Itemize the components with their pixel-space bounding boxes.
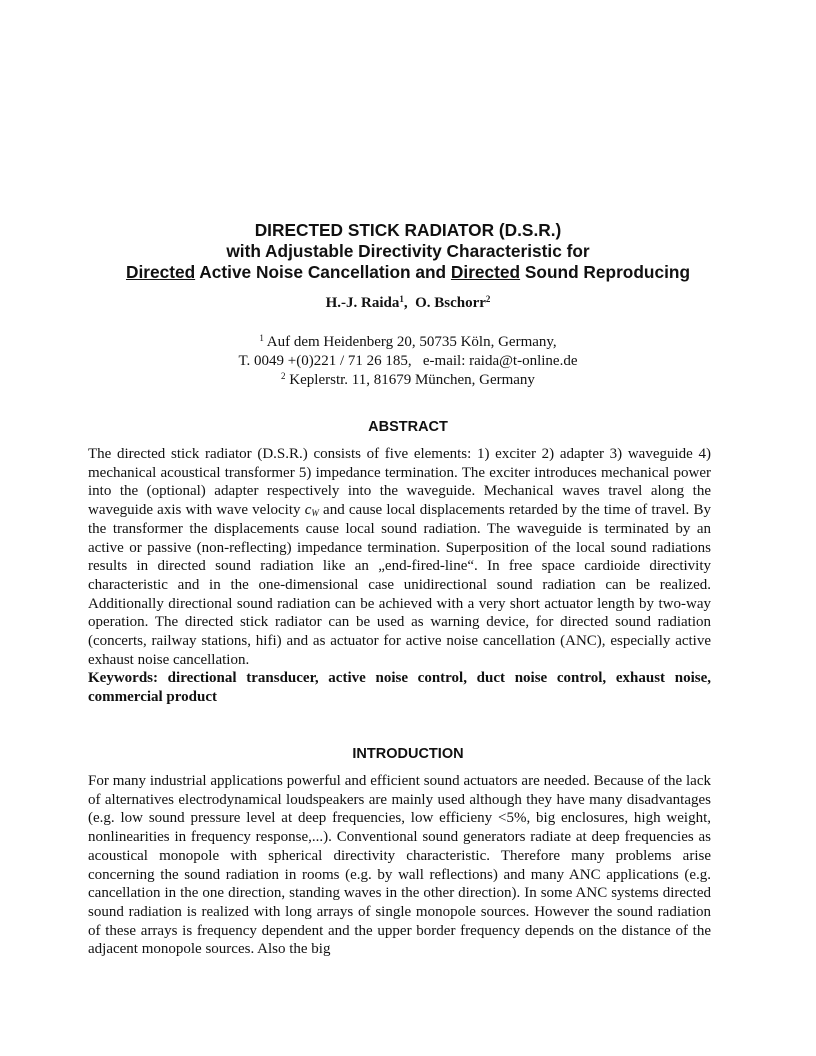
author-separator: , xyxy=(403,295,416,311)
introduction-heading: INTRODUCTION xyxy=(352,746,464,762)
author-2-name: O. Bschorr xyxy=(415,295,486,311)
wave-velocity-symbol xyxy=(305,502,319,518)
affiliation-2 xyxy=(0,371,816,390)
author-1-affil-mark: 1 xyxy=(399,294,404,305)
affiliation-1-mark: 1 xyxy=(259,333,264,344)
introduction-body xyxy=(88,772,711,959)
affiliation-2-mark: 2 xyxy=(281,371,286,382)
title-underlined-word-1: Directed xyxy=(125,262,196,282)
author-2-affil-mark: 2 xyxy=(485,294,491,305)
title-line-1: DIRECTED STICK RADIATOR (D.S.R.) xyxy=(254,220,562,240)
abstract-text-part-1: The directed stick radiator (D.S.R.) consists of five elements: 1) exciter 2) adapter 3) waveguide 4) mechanical acoustical transformer 5) impedance termination. The exciter introduces mechanical power into the (optional) adapter respectively into the waveguide. Mechanical waves travel along the waveguide axis with wave velocity xyxy=(88,446,711,519)
title-line-2: with Adjustable Directivity Characteristic for xyxy=(226,241,590,261)
keywords: Keywords: directional transducer, active noise control, duct noise control, exhaust noise, commercial product xyxy=(88,670,711,706)
author-list xyxy=(0,295,816,312)
introduction-paragraph: For many industrial applications powerful and efficient sound actuators are needed. Because of the lack of alternatives electrodynamical loudspeakers are mainly used although they have many disadvantages (e.g. low sound pressure level at deep frequencies, low efficieny <5%, big enclosures, high weight, nonlinearities in frequency response,...). Conventional sound generators radiate at deep frequencies as acoustical monopole with spherical directivity characteristic. Therefore many problems arise concerning the sound radiation in rooms (e.g. by wall reflections) and many ANC applications (e.g. cancellation in the one direction, standing waves in the other direction). In some ANC systems directed sound radiation is realized with long arrays of single monopole sources. However the sound radiation of these arrays is frequency dependent and the upper border frequency depends on the distance of the adjacent monopole sources. Also the big xyxy=(88,773,711,958)
abstract-paragraph xyxy=(88,445,711,669)
abstract-body xyxy=(88,445,711,707)
affiliations xyxy=(0,333,816,390)
author-1-name: H.-J. Raida xyxy=(325,295,400,311)
title-line-3-middle: Active Noise Cancellation and xyxy=(195,262,451,282)
contact-line: T. 0049 +(0)221 / 71 26 185, e-mail: raida@t-online.de xyxy=(238,353,578,369)
affiliation-2-text: Keplerstr. 11, 81679 München, Germany xyxy=(285,372,535,388)
abstract-heading: ABSTRACT xyxy=(368,419,448,435)
affiliation-1-text: Auf dem Heidenberg 20, 50735 Köln, Germany, xyxy=(263,334,557,350)
title-line-3-end: Sound Reproducing xyxy=(520,262,690,282)
wave-velocity-letter: c xyxy=(304,502,312,519)
abstract-text-part-2: and cause local displacements retarded by the time of travel. By the transformer the displacements cause local sound radiation. The waveguide is terminated by an active or passive (non-reflecting) impedance termination. Superposition of the local sound radiations results in directed sound radiation like an „end-fired-line“. In free space cardioide directivity characteristic and in the one-dimensional case unidirectional sound radiation can be realized. Additionally directional sound radiation can be achieved with a very short actuator length by two-way operation. The directed stick radiator can be used as warning device, for directed sound radiation (concerts, railway stations, hifi) and as actuator for active noise cancellation (ANC), especially active exhaust noise cancellation. xyxy=(88,502,711,668)
title-line-3 xyxy=(60,262,756,283)
paper-title xyxy=(60,220,756,283)
wave-velocity-subscript: W xyxy=(311,507,319,518)
title-underlined-word-2: Directed xyxy=(450,262,521,282)
affiliation-1 xyxy=(0,333,816,352)
